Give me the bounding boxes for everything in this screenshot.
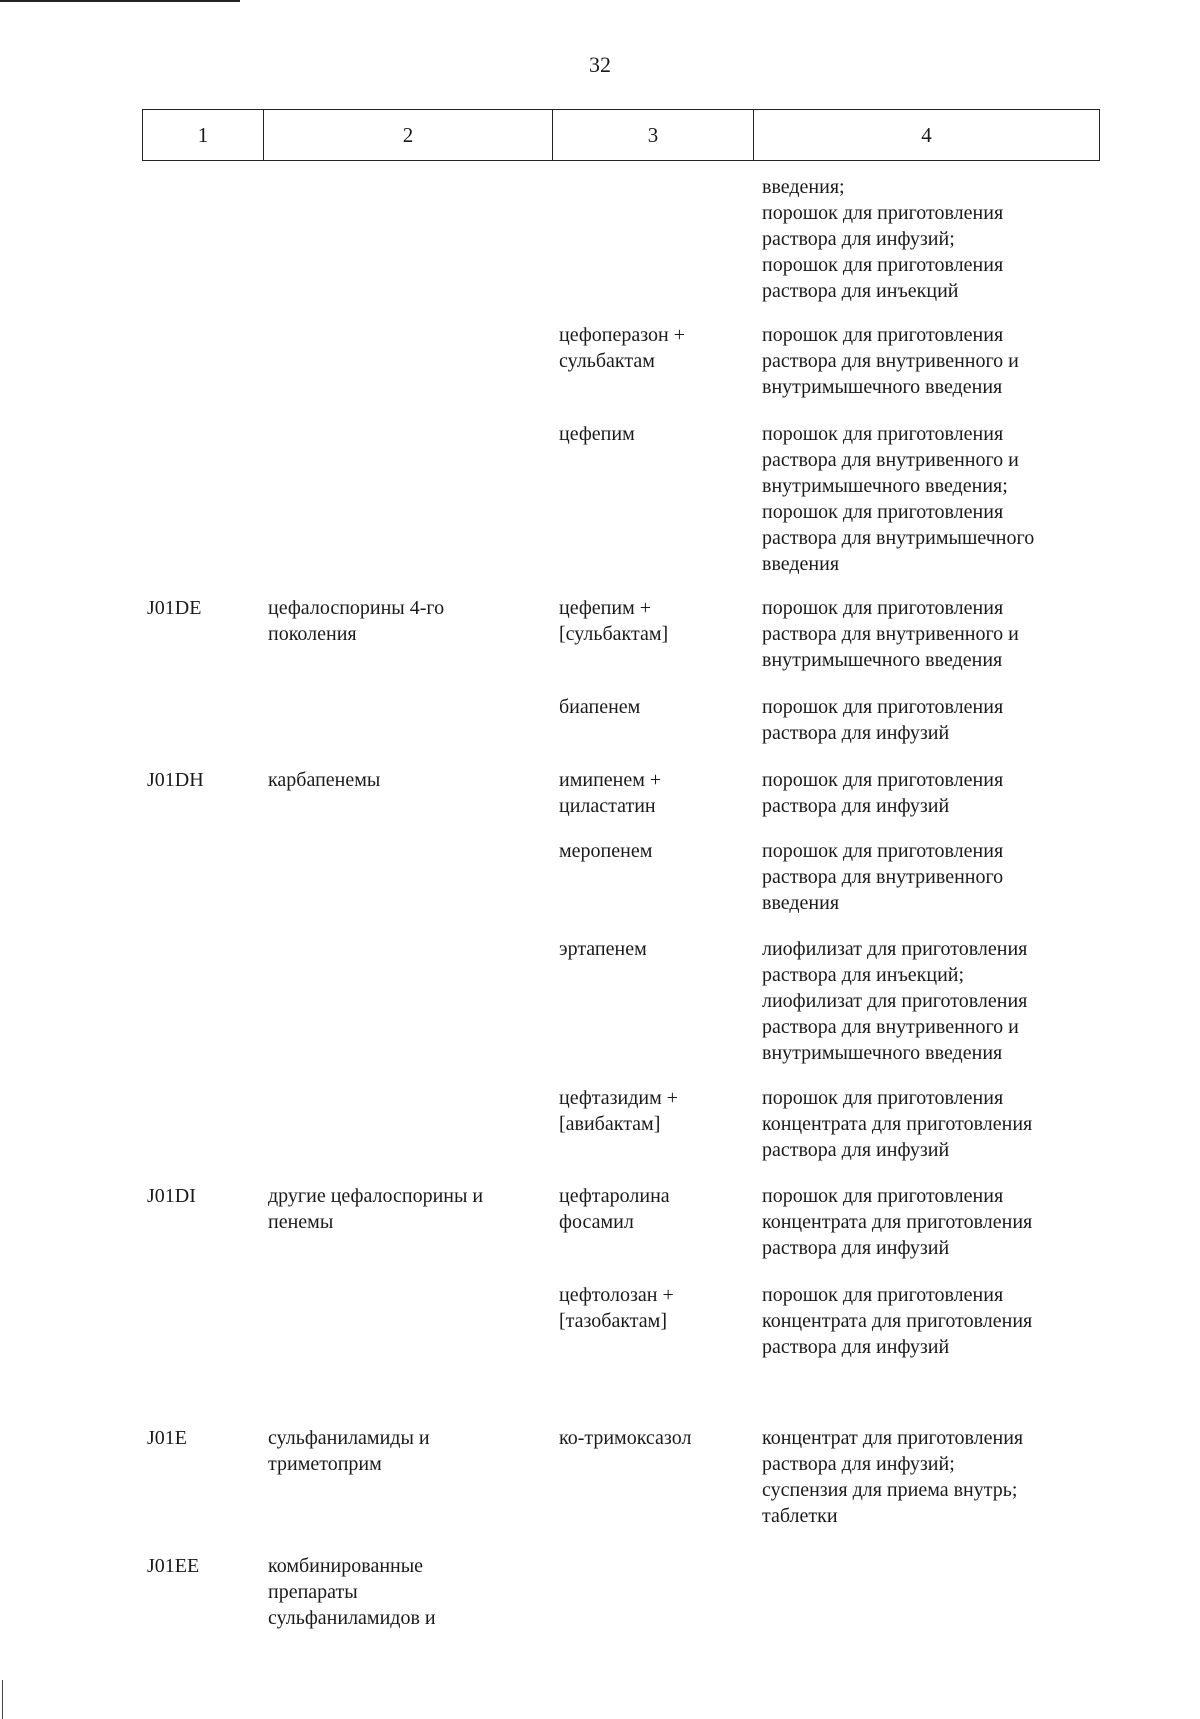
drug-name: биапенем	[559, 696, 641, 718]
dosage-form: введения; порошок для приготовления раствора для инфузий; порошок для приготовления раствора для инъекций	[762, 176, 1004, 302]
dosage-form: порошок для приготовления раствора для внутривенного и внутримышечного введения	[762, 324, 1019, 398]
table-header	[142, 109, 1100, 161]
drug-name: меропенем	[559, 840, 653, 862]
dosage-form: порошок для приготовления раствора для инфузий	[762, 769, 1004, 817]
dosage-form: порошок для приготовления раствора для внутривенного и внутримышечного введения; порошок для приготовления раствора для внутримышечного введения	[762, 423, 1035, 575]
drug-name: эртапенем	[559, 938, 647, 960]
atc-code: J01EE	[147, 1555, 200, 1577]
dosage-form: лиофилизат для приготовления раствора для инъекций; лиофилизат для приготовления раствора для внутривенного и внутримышечного введения	[762, 938, 1028, 1064]
dosage-form: порошок для приготовления концентрата для приготовления раствора для инфузий	[762, 1185, 1033, 1259]
drug-name: цефтаролина фосамил	[559, 1185, 670, 1233]
group-name: другие цефалоспорины и пенемы	[268, 1185, 484, 1233]
dosage-form: порошок для приготовления раствора для внутривенного введения	[762, 840, 1004, 914]
atc-code: J01E	[147, 1427, 187, 1449]
group-name: цефалоспорины 4-го поколения	[268, 597, 445, 645]
atc-code: J01DH	[147, 769, 204, 791]
atc-code: J01DE	[147, 597, 202, 619]
drug-name: цефоперазон + сульбактам	[559, 324, 686, 372]
header-col-3: 3	[553, 110, 754, 160]
header-col-1: 1	[143, 110, 264, 160]
page-number: 32	[589, 52, 611, 77]
drug-name: цефтазидим + [авибактам]	[559, 1087, 679, 1135]
group-name: комбинированные препараты сульфаниламидов и	[268, 1555, 436, 1629]
dosage-form: порошок для приготовления раствора для инфузий	[762, 696, 1004, 744]
atc-code: J01DI	[147, 1185, 196, 1207]
drug-name: цефепим + [сульбактам]	[559, 597, 669, 645]
dosage-form: порошок для приготовления концентрата для приготовления раствора для инфузий	[762, 1284, 1033, 1358]
drug-name: цефтолозан + [тазобактам]	[559, 1284, 674, 1332]
drug-name: имипенем + циластатин	[559, 769, 662, 817]
scan-edge-line-left	[2, 1680, 3, 1719]
dosage-form: порошок для приготовления концентрата для приготовления раствора для инфузий	[762, 1087, 1033, 1161]
dosage-form: порошок для приготовления раствора для внутривенного и внутримышечного введения	[762, 597, 1019, 671]
group-name: сульфаниламиды и триметоприм	[268, 1427, 430, 1475]
group-name: карбапенемы	[268, 769, 381, 791]
header-col-4: 4	[921, 122, 932, 147]
drug-name: ко-тримоксазол	[559, 1427, 692, 1449]
drug-name: цефепим	[559, 423, 635, 445]
scan-edge-line	[0, 0, 240, 2]
dosage-form: концентрат для приготовления раствора для инфузий; суспензия для приема внутрь; таблетки	[762, 1427, 1024, 1527]
header-col-2: 2	[264, 110, 553, 160]
